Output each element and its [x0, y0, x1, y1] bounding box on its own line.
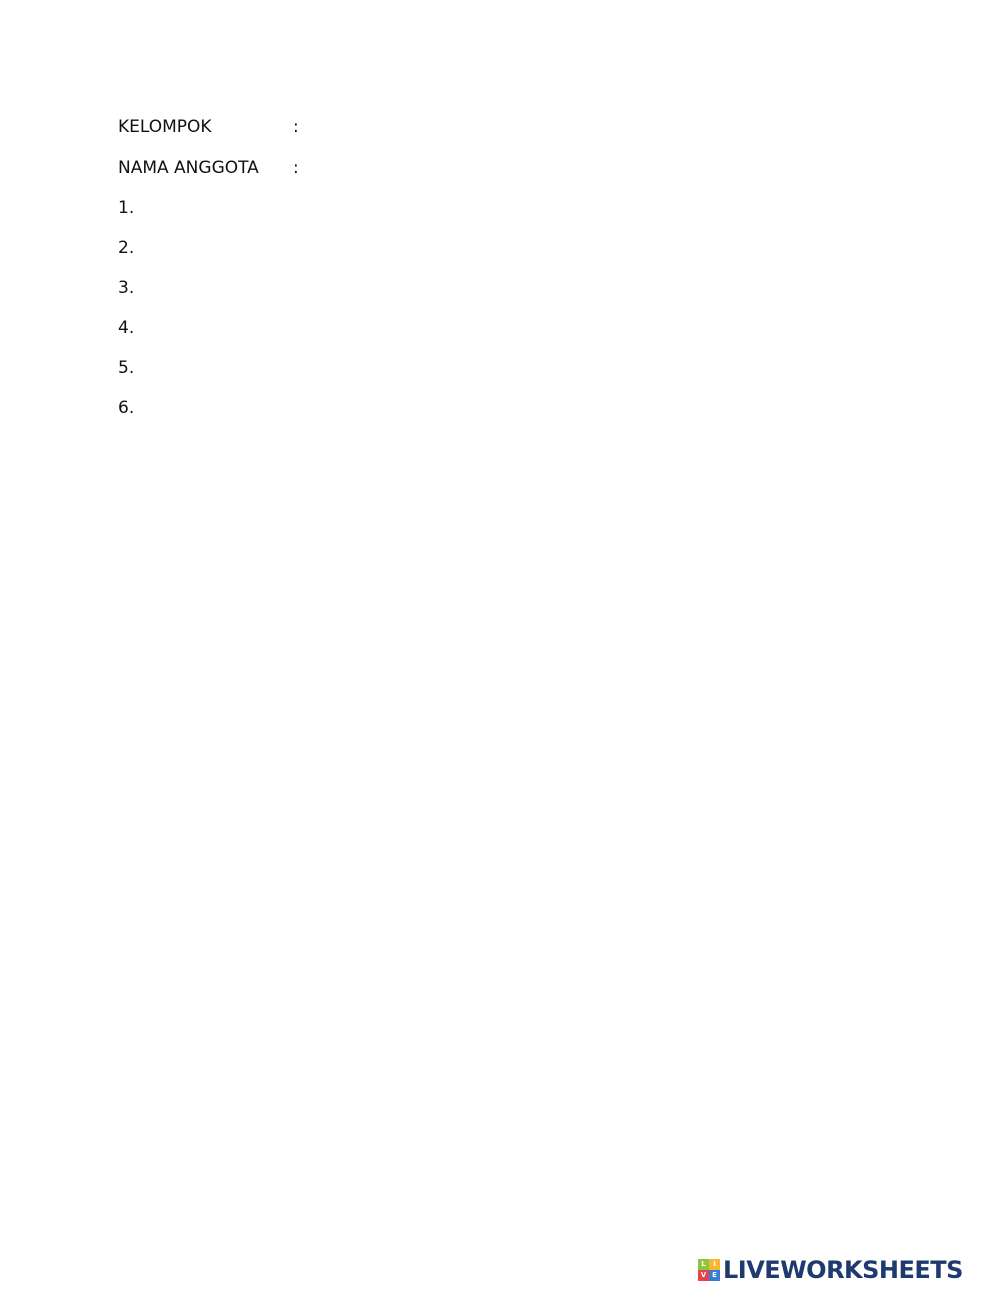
member-item-2: 2.	[118, 238, 135, 258]
logo-tiles-icon	[698, 1259, 720, 1281]
member-item-3: 3.	[118, 278, 135, 298]
logo-tile-l: L	[698, 1259, 709, 1270]
member-item-6: 6.	[118, 398, 135, 418]
logo-text: LIVEWORKSHEETS	[723, 1256, 963, 1284]
member-item-1: 1.	[118, 198, 135, 218]
logo-tile-i: I	[709, 1259, 720, 1270]
group-colon: :	[293, 117, 299, 137]
logo-tile-e: E	[709, 1270, 720, 1281]
group-field-row	[118, 117, 318, 137]
group-label: KELOMPOK	[118, 117, 212, 137]
logo-tile-v: V	[698, 1270, 709, 1281]
liveworksheets-logo	[698, 1257, 963, 1283]
member-item-5: 5.	[118, 358, 135, 378]
members-colon: :	[293, 158, 299, 178]
member-item-4: 4.	[118, 318, 135, 338]
members-field-row	[118, 158, 318, 178]
members-label: NAMA ANGGOTA	[118, 158, 259, 178]
